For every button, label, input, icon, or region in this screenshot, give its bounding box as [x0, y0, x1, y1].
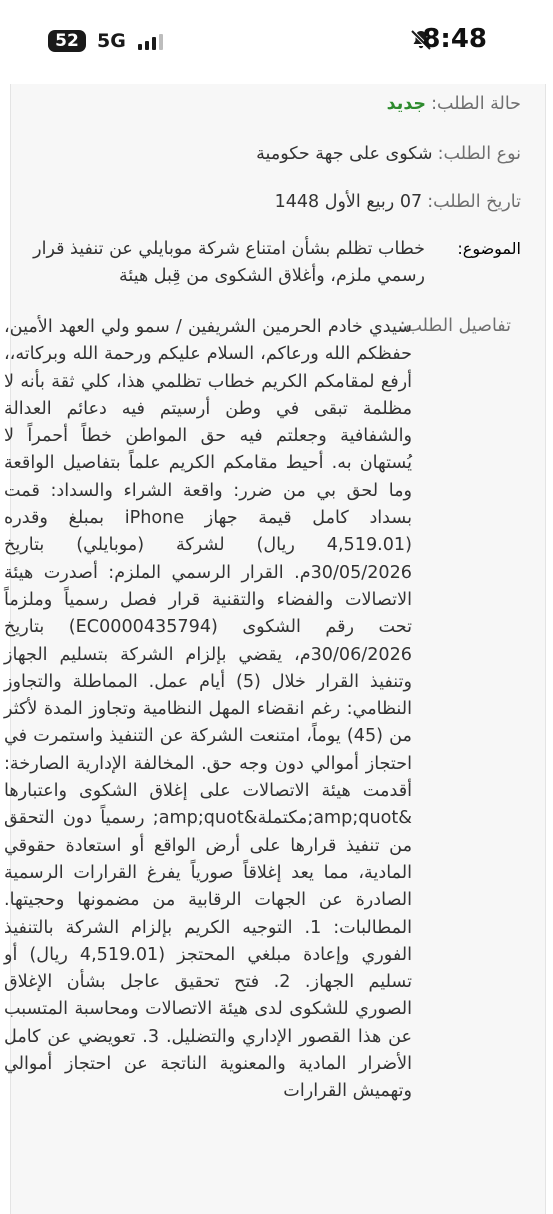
- subject-label: الموضوع:: [457, 239, 521, 258]
- type-label: نوع الطلب:: [437, 144, 521, 164]
- type-value: شكوى على جهة حكومية: [256, 144, 433, 164]
- subject-value: خطاب تظلم بشأن امتناع شركة موبايلي عن تنفيذ قرار رسمي ملزم، وأغلاق الشكوى من قِبل هيئة: [33, 239, 425, 286]
- notification-count-badge: 52: [48, 30, 86, 52]
- network-type: 5G: [97, 30, 126, 52]
- signal-icon: [138, 34, 164, 50]
- type-row: [256, 144, 521, 164]
- status-label: حالة الطلب:: [431, 94, 521, 114]
- date-row: [275, 192, 521, 212]
- clock: 8:48: [422, 24, 487, 54]
- date-value: 07 ربيع الأول 1448: [274, 192, 423, 212]
- details-label: تفاصيل الطلب:: [399, 316, 511, 336]
- status-bar: [0, 0, 553, 84]
- date-label: تاريخ الطلب:: [427, 192, 521, 212]
- status-row: [387, 94, 521, 114]
- status-value: جديد: [386, 94, 427, 114]
- details-value: سيدي خادم الحرمين الشريفين / سمو ولي العهد الأمين، حفظكم الله ورعاكم، السلام عليكم ورحمة الله وبركاته،، أرفع لمقامكم الكريم خطاب تظلمي هذا، كلي ثقة بأنه لا مظلمة تبقى في وطن أرسيتم فيه دعائم العدالة والشفافية وجعلتم فيه حق المواطن خطاً أحمراً لا يُستهان به. أحيط مقامكم الكريم علماً بتفاصيل الواقعة وما لحق بي من ضرر: واقعة الشراء والسداد: قمت بسداد كامل قيمة جهاز iPhone بمبلغ وقدره (4,519.01 ريال) لشركة (موبايلي) بتاريخ 30/05/2026م. القرار الرسمي الملزم: أصدرت هيئة الاتصالات والفضاء والتقنية قرار فصل رسمياً وملزماً تحت رقم الشكوى (EC0000435794) بتاريخ 30/06/2026م، يقضي بإلزام الشركة بتسليم الجهاز وتنفيذ القرار خلال (5) أيام عمل. المماطلة والتجاوز النظامي: رغم انقضاء المهل النظامية وتجاوز المدة لأكثر من (45) يوماً، امتنعت الشركة عن التنفيذ واستمرت في احتجاز أموالي دون وجه حق. المخالفة الإدارية الصارخة: أقدمت هيئة الاتصالات على إغلاق الشكوى واعتبارها &amp;quot;مكتملة&amp;quot; رسمياً دون التحقق من تنفيذ قرارها على أرض الواقع أو استعادة حقوقي المادية، مما يعد إغلاقاً صورياً يفرغ القرارات الرسمية الصادرة عن الجهات الرقابية من مضمونها وحجيتها. المطالبات: 1. التوجيه الكريم بإلزام الشركة بالتنفيذ الفوري وإعادة مبلغي المحتجز (4,519.01 ريال) أو تسليم الجهاز. 2. فتح تحقيق عاجل بشأن الإغلاق الصوري للشكوى لدى هيئة الاتصالات ومحاسبة المتسبب عن هذا القصور الإداري والتضليل. 3. تعويضي عن كامل الأضرار المادية والمعنوية الناتجة عن احتجاز أموالي وتهميش القرارات: [4, 317, 412, 1102]
- request-details-panel: [4, 84, 546, 1214]
